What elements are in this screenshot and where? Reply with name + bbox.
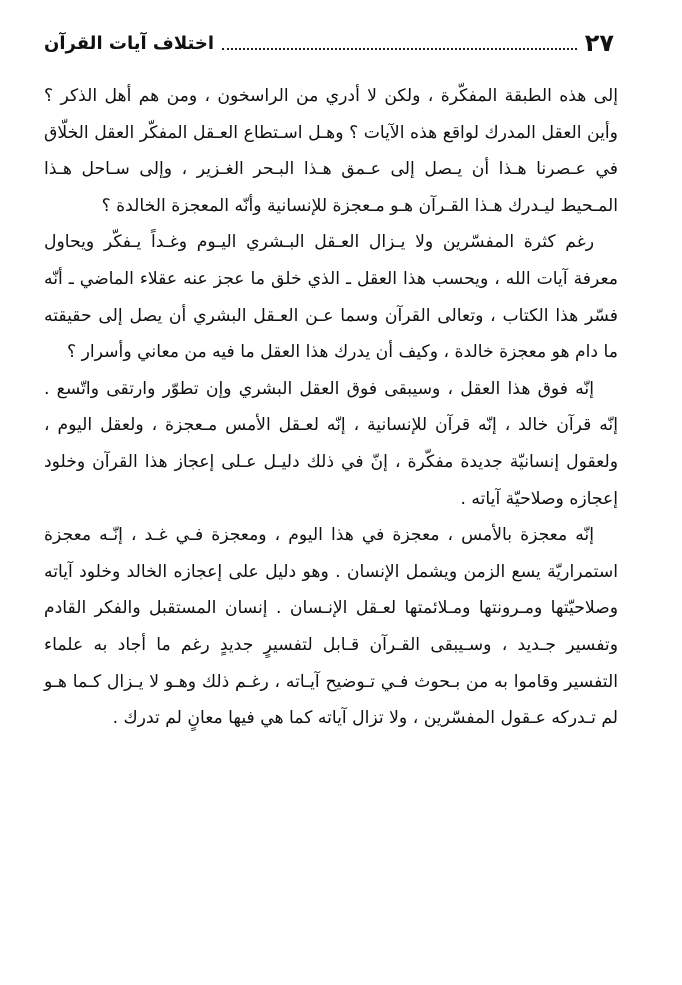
page-body: [44, 78, 618, 737]
page-header: [44, 26, 614, 60]
leader-dots: [222, 48, 577, 50]
paragraph: إنّه فوق هذا العقل ، وسيبقى فوق العقل البشري وإن تطوّر وارتقى واتّسع . إنّه قرآن خالد ، إنّه قرآن للإنسانية ، إنّه لعـقل الأمس مـعجزة ، ولعقل اليوم ، ولعقول إنسانيّة جديدة مفكّرة ، إنّ في ذلك دليـل عـلى إعجاز هذا القرآن وخلود إعجازه وصلاحيّة آياته .: [44, 378, 618, 509]
paragraph: إنّه معجزة بالأمس ، معجزة في هذا اليوم ، ومعجزة فـي غـد ، إنّـه معجزة استمراريّة يسع الزمن ويشمل الإنسان . وهو دليل على إعجازه الخالد وخلود آياته وصلاحيّتها ومـرونتها ومـلائمتها لعـقل الإنـسان . إنسان المستقبل والفكر القادم وتفسير جـديد ، وسـيبقى القـرآن قـابل لتفسيرٍ جديدٍ رغم ما أجاد به علماء التفسير وقاموا به من بـحوث فـي تـوضيح آيـاته ، رغـم ذلك وهـو لا يـزال كـما هـو لم تـدركه عـقول المفسّرين ، ولا تزال آياته كما هي فيها معانٍ لم تدرك .: [44, 525, 618, 729]
paragraph: رغم كثرة المفسّرين ولا يـزال العـقل البـشري اليـوم وغـداً يـفكّر ويحاول معرفة آيات الله ، ويحسب هذا العقل ـ الذي خلق ما عجز عنه عقلاء الماضي ـ أنّه فسّر هذا الكتاب ، وتعالى القرآن وسما عـن العـقل البشري أن يصل إلى حقيقته ما دام هو معجزة خالدة ، وكيف أن يدرك هذا العقل ما فيه من معاني وأسرار ؟: [44, 232, 618, 363]
running-title: اختلاف آيات القرآن: [44, 32, 214, 54]
paragraph: إلى هذه الطبقة المفكّرة ، ولكن لا أدري من الراسخون ، ومن هم أهل الذكر ؟ وأين العقل المدرك لواقع هذه الآيات ؟ وهـل اسـتطاع العـقل المفكّر العقل الخلّاق في عـصرنا هـذا أن يـصل إلى عـمق هـذا البـحر الغـزير ، وإلى سـاحل هـذا المـحيط ليـدرك هـذا القـرآن هـو مـعجزة للإنسانية وأنّه المعجزة الخالدة ؟: [44, 86, 618, 216]
page-number: ٢٧: [584, 29, 614, 57]
